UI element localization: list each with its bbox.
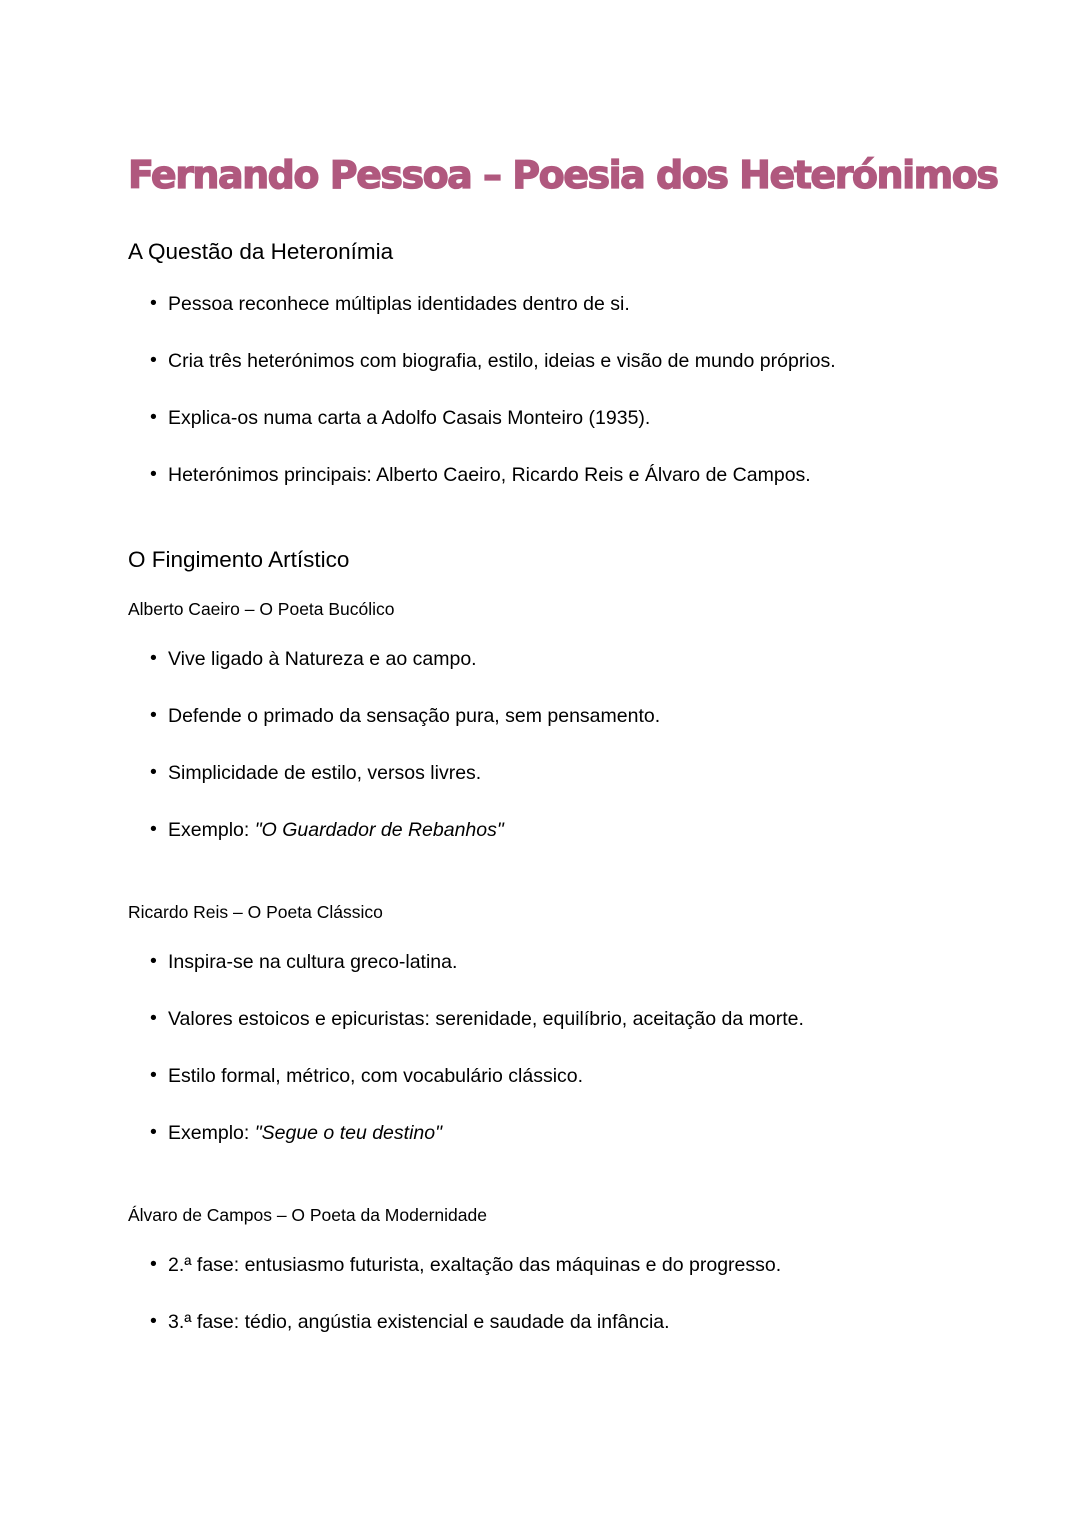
bullet-list	[128, 1253, 1020, 1335]
bullet-item	[150, 1064, 1020, 1089]
bullet-text: Inspira-se na cultura greco-latina.	[168, 951, 458, 973]
bullet-item	[150, 761, 1020, 786]
topic-subheading: Álvaro de Campos – O Poeta da Modernidade	[128, 1205, 487, 1225]
document-section	[128, 546, 1020, 1335]
bullet-text: Explica-os numa carta a Adolfo Casais Monteiro (1935).	[168, 407, 651, 429]
bullet-list	[128, 647, 1020, 843]
topic-group	[128, 292, 1020, 488]
bullet-item	[150, 349, 1020, 374]
topic-subheading: Alberto Caeiro – O Poeta Bucólico	[128, 599, 395, 619]
bullet-text: Defende o primado da sensação pura, sem pensamento.	[168, 705, 661, 727]
bullet-item	[150, 463, 1020, 488]
bullet-item	[150, 1310, 1020, 1335]
bullet-item	[150, 1253, 1020, 1278]
topic-group	[128, 901, 1020, 1146]
bullet-text: Vive ligado à Natureza e ao campo.	[168, 648, 477, 670]
bullet-text: Cria três heterónimos com biografia, estilo, ideias e visão de mundo próprios.	[168, 350, 836, 372]
bullet-item	[150, 1007, 1020, 1032]
bullet-text: 3.ª fase: tédio, angústia existencial e saudade da infância.	[168, 1311, 670, 1333]
work-title-quote: "O Guardador de Rebanhos"	[254, 819, 504, 841]
bullet-item	[150, 1121, 1020, 1146]
bullet-list	[128, 292, 1020, 488]
bullet-text: Pessoa reconhece múltiplas identidades dentro de si.	[168, 293, 630, 315]
bullet-item	[150, 950, 1020, 975]
bullet-text: Exemplo:	[168, 1122, 255, 1144]
bullet-item	[150, 704, 1020, 729]
bullet-list	[128, 950, 1020, 1146]
bullet-item	[150, 292, 1020, 317]
document-section	[128, 238, 1020, 488]
bullet-text: Valores estoicos e epicuristas: serenidade, equilíbrio, aceitação da morte.	[168, 1008, 804, 1030]
document-title: Fernando Pessoa – Poesia dos Heterónimos	[128, 153, 998, 197]
bullet-text: Exemplo:	[168, 819, 255, 841]
topic-group	[128, 598, 1020, 843]
bullet-text: Heterónimos principais: Alberto Caeiro, Ricardo Reis e Álvaro de Campos.	[168, 464, 811, 486]
document-sections	[128, 238, 1020, 1335]
bullet-item	[150, 647, 1020, 672]
topic-subheading: Ricardo Reis – O Poeta Clássico	[128, 902, 383, 922]
bullet-text: Estilo formal, métrico, com vocabulário clássico.	[168, 1065, 584, 1087]
section-heading: A Questão da Heteronímia	[128, 239, 394, 264]
bullet-item	[150, 406, 1020, 431]
topic-group	[128, 1204, 1020, 1335]
bullet-item	[150, 818, 1020, 843]
bullet-text: 2.ª fase: entusiasmo futurista, exaltação das máquinas e do progresso.	[168, 1254, 782, 1276]
work-title-quote: "Segue o teu destino"	[254, 1122, 443, 1144]
bullet-text: Simplicidade de estilo, versos livres.	[168, 762, 482, 784]
section-heading: O Fingimento Artístico	[128, 547, 350, 572]
